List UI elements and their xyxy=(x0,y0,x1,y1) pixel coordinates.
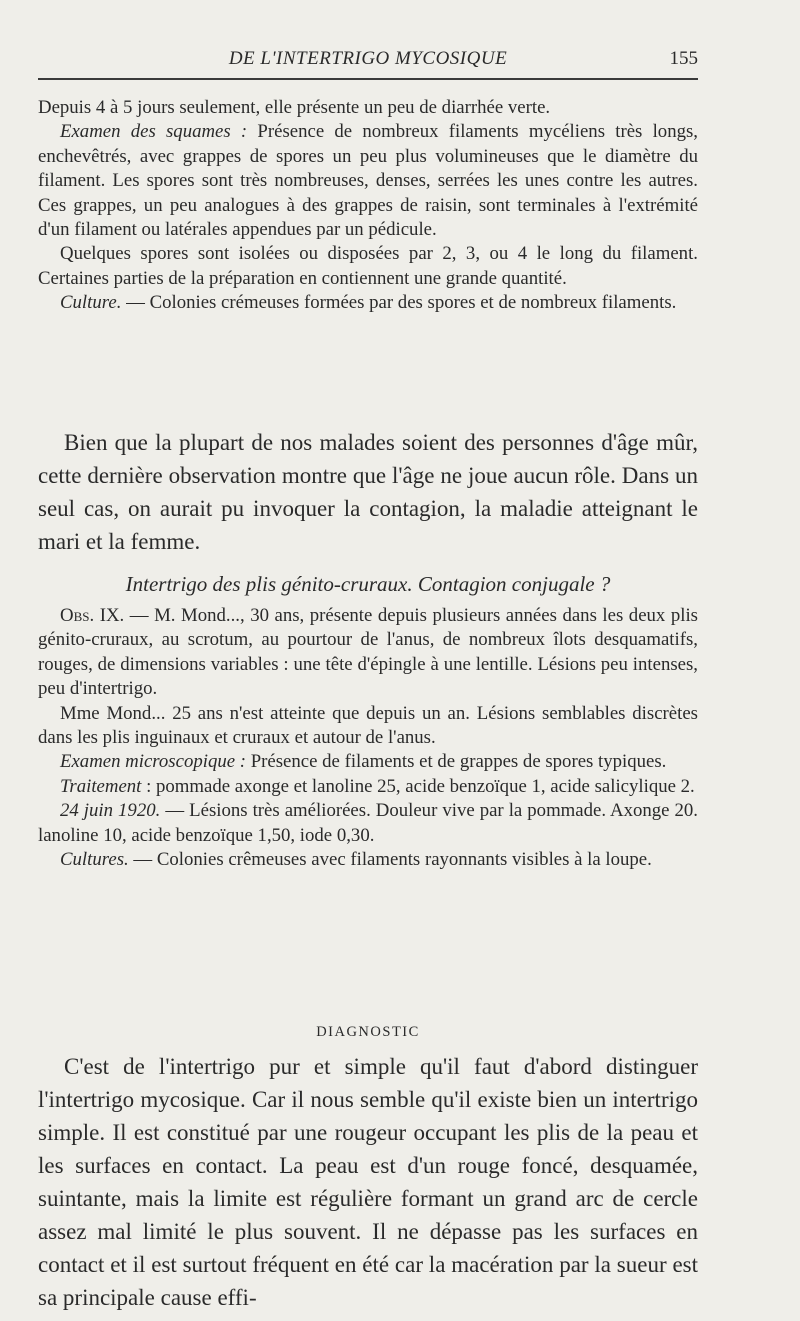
page-number: 155 xyxy=(669,48,698,69)
running-title: DE L'INTERTRIGO MYCOSIQUE xyxy=(228,48,508,69)
observation-subheading: Intertrigo des plis génito-cruraux. Contagion conjugale ? xyxy=(125,572,611,596)
label-examen-microscopique: Examen microscopique : xyxy=(60,751,247,773)
paragraph-spores-isolees: Quelques spores sont isolées ou disposées par 2, 3, ou 4 le long du filament. Certaines parties de la préparation en contiennent une grande quantité. xyxy=(38,243,698,289)
paragraph-diarrhee: Depuis 4 à 5 jours seulement, elle présente un peu de diarrhée verte. xyxy=(38,97,551,118)
section-heading-diagnostic: DIAGNOSTIC xyxy=(316,1024,420,1040)
label-traitement: Traitement xyxy=(60,775,142,797)
paragraph-diagnostic: C'est de l'intertrigo pur et simple qu'il faut d'abord distinguer l'intertrigo mycosique. Car il nous semble qu'il existe bien un intertrigo simple. Il est constitué par une rougeur occupant les plis de la peau et les surfaces en contact. La peau est d'un rouge foncé, desquamée, suintante, mais la limite est régulière formant un grand arc de cercle assez mal limité le plus souvent. Il ne dépasse pas les surfaces en contact et il est surtout fréquent en été car la macération par la sueur est sa principale cause effi- xyxy=(38,1054,698,1310)
label-examen-squames: Examen des squames : xyxy=(60,121,248,143)
paragraph-24-juin: 24 juin 1920. — Lésions très améliorées. Douleur vive par la pommade. Axonge 20. lanoline 10, acide benzoïque 1,50, iode 0,30. xyxy=(38,800,698,846)
header-rule xyxy=(38,78,698,80)
page-header xyxy=(38,42,698,82)
label-cultures: Cultures. xyxy=(60,849,129,871)
paragraph-culture: Culture. — Colonies crémeuses formées par des spores et de nombreux filaments. xyxy=(60,292,677,314)
diagnostic-block xyxy=(38,1050,698,1314)
label-culture: Culture. xyxy=(60,292,122,314)
paragraph-obs-ix: Obs. IX. — M. Mond..., 30 ans, présente depuis plusieurs années dans les deux plis génito-cruraux, au scrotum, au pourtour de l'anus, de nombreux îlots desquamatifs, rouges, de dimensions variables : une tête d'épingle à une lentille. Lésions peu intenses, peu d'intertrigo. xyxy=(38,605,698,700)
paragraph-traitement: Traitement : pommade axonge et lanoline 25, acide benzoïque 1, acide salicylique 2. xyxy=(60,775,695,797)
label-obs-ix: Obs. IX. xyxy=(60,605,125,626)
paragraph-cultures: Cultures. — Colonies crêmeuses avec filaments rayonnants visibles à la loupe. xyxy=(60,849,652,871)
observation-ix xyxy=(38,604,698,872)
commentary-block xyxy=(38,426,698,558)
paragraph-age-contagion: Bien que la plupart de nos malades soient des personnes d'âge mûr, cette dernière observation montre que l'âge ne joue aucun rôle. Dans un seul cas, on aurait pu invoquer la contagion, la maladie atteignant le mari et la femme. xyxy=(38,430,698,554)
observation-continued xyxy=(38,96,698,316)
paragraph-examen-microscopique: Examen microscopique : Présence de filaments et de grappes de spores typiques. xyxy=(60,751,667,773)
paragraph-examen-squames: Examen des squames : Présence de nombreux filaments mycéliens très longs, enchevêtrés, avec grappes de spores un peu plus volumineuses que le diamètre du filament. Les spores sont très nombreuses, denses, serrées les unes contre les autres. Ces grappes, un peu analogues à des grappes de raisin, sont terminales à l'extrémité d'un filament ou latérales appendues par un pédicule. xyxy=(38,121,698,241)
label-24-juin: 24 juin 1920. xyxy=(60,800,161,822)
paragraph-mme-mond: Mme Mond... 25 ans n'est atteinte que depuis un an. Lésions semblables discrètes dans les plis inguinaux et cruraux et autour de l'anus. xyxy=(38,702,698,749)
